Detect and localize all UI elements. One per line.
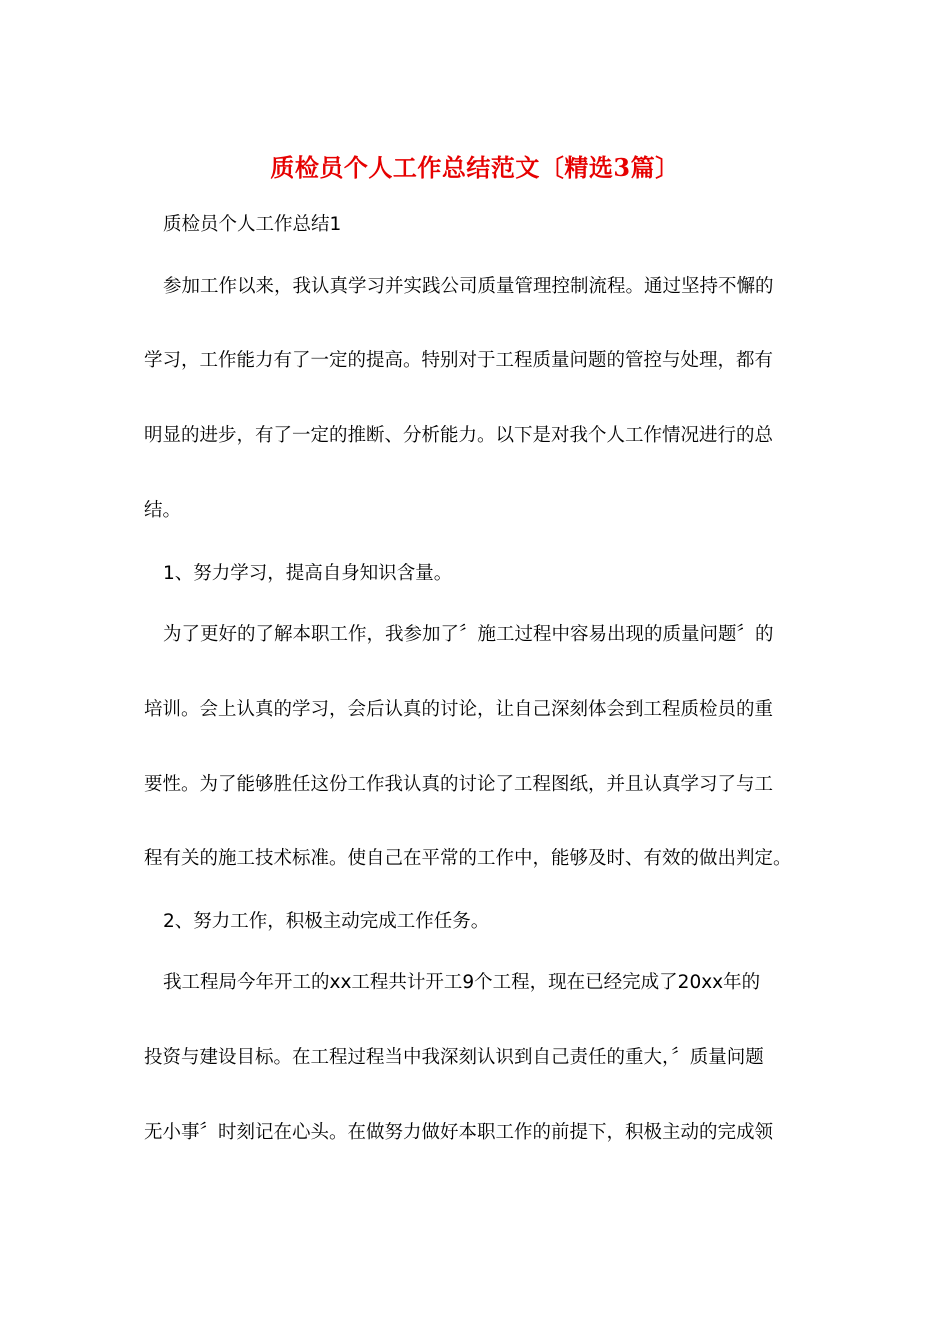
document-title: 质检员个人工作总结范文〔精选3篇〕 bbox=[270, 153, 680, 182]
paragraph-line: 培训。会上认真的学习，会后认真的讨论，让自己深刻体会到工程质检员的重 bbox=[144, 699, 774, 720]
paragraph-line: 为了更好的了解本职工作，我参加了〞施工过程中容易出现的质量问题〞的 bbox=[163, 624, 774, 645]
paragraph-line: 我工程局今年开工的xx工程共计开工9个工程，现在已经完成了20xx年的 bbox=[163, 972, 761, 993]
section-heading-1: 质检员个人工作总结1 bbox=[163, 214, 342, 235]
paragraph-line: 投资与建设目标。在工程过程当中我深刻认识到自己责任的重大，〞质量问题 bbox=[144, 1047, 764, 1068]
paragraph-line: 无小事〞时刻记在心头。在做努力做好本职工作的前提下，积极主动的完成领 bbox=[144, 1122, 774, 1143]
paragraph-line: 明显的进步，有了一定的推断、分析能力。以下是对我个人工作情况进行的总 bbox=[144, 425, 774, 446]
list-item-heading-2: 2、努力工作，积极主动完成工作任务。 bbox=[163, 911, 490, 932]
paragraph-line: 要性。为了能够胜任这份工作我认真的讨论了工程图纸，并且认真学习了与工 bbox=[144, 774, 774, 795]
paragraph-line: 程有关的施工技术标准。使自己在平常的工作中，能够及时、有效的做出判定。 bbox=[144, 848, 792, 869]
paragraph-line: 学习，工作能力有了一定的提高。特别对于工程质量问题的管控与处理，都有 bbox=[144, 350, 774, 371]
list-item-heading-1: 1、努力学习，提高自身知识含量。 bbox=[163, 563, 453, 584]
paragraph-line: 结。 bbox=[144, 500, 182, 521]
paragraph-line: 参加工作以来，我认真学习并实践公司质量管理控制流程。通过坚持不懈的 bbox=[163, 276, 774, 297]
